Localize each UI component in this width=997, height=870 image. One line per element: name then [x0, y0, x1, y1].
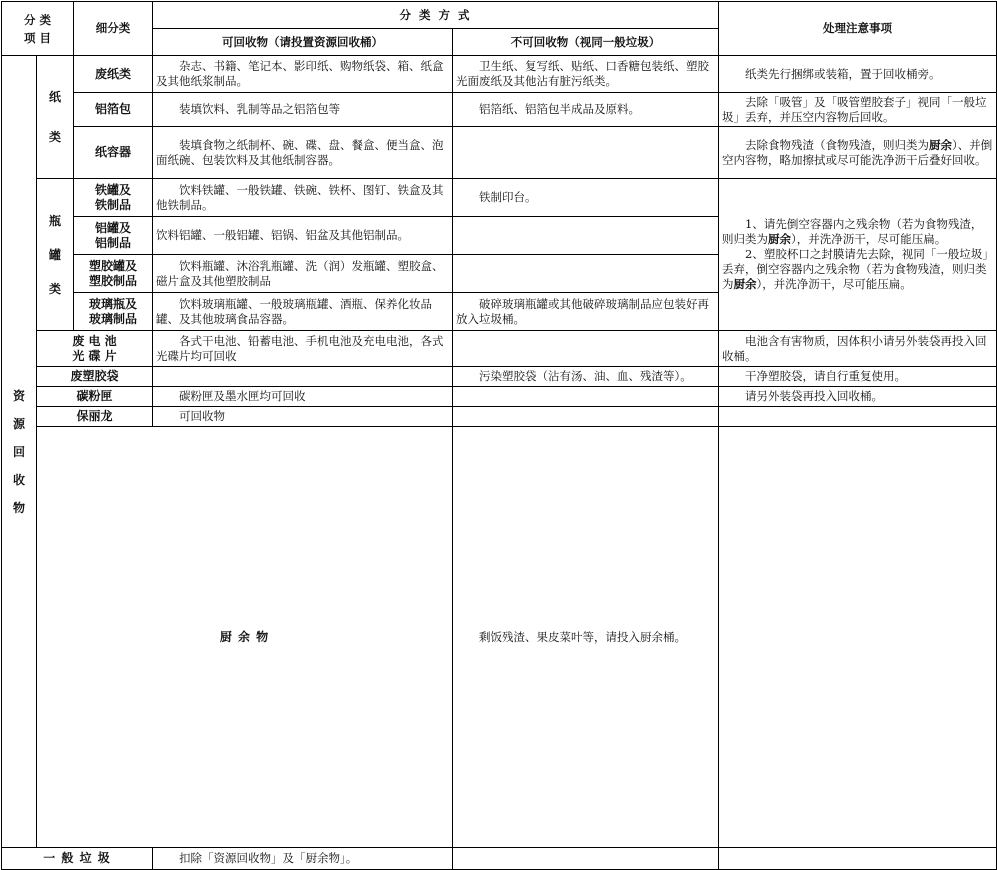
- recycling-classification-table: [1, 1, 997, 870]
- notes-text: [719, 407, 997, 427]
- header-subcategory: 细分类: [74, 2, 153, 56]
- category-food-waste: 厨 余 物: [37, 427, 453, 848]
- notes-text: 纸类先行捆绑或装箱，置于回收桶旁。: [719, 56, 997, 93]
- notes-part: 去除食物残渣（食物残渣，则归类为: [745, 137, 930, 152]
- non-recyclable-text: [719, 427, 997, 848]
- recyclable-text: 碳粉匣及墨水匣均可回收: [153, 387, 453, 407]
- table-row: [2, 331, 997, 367]
- table-row: [2, 848, 997, 870]
- table-row: [2, 367, 997, 387]
- table-row: [2, 387, 997, 407]
- subcategory-name: 废纸类: [74, 56, 153, 93]
- recyclable-text: 可回收物: [153, 407, 453, 427]
- non-recyclable-text: [453, 331, 719, 367]
- notes-text: 请另外装袋再投入回收桶。: [719, 387, 997, 407]
- group-bottles-cans: 瓶 罐 类: [37, 179, 74, 331]
- notes-text: 去除「吸管」及「吸管塑胶套子」视同「一般垃圾」丢弃，并压空内容物后回收。: [719, 93, 997, 127]
- notes-text: [719, 848, 997, 870]
- recyclable-text: [153, 367, 453, 387]
- subcategory-name: 铝箔包: [74, 93, 153, 127]
- subcategory-name: 铝罐及 铝制品: [74, 217, 153, 255]
- non-recyclable-text: [453, 848, 719, 870]
- table-row: [2, 93, 997, 127]
- subcategory-name: 塑胶罐及 塑胶制品: [74, 255, 153, 293]
- recyclable-text: 饮料铝罐、一般铝罐、铝锅、铝盆及其他铝制品。: [153, 217, 453, 255]
- non-recyclable-text: 铝箔纸、铝箔包半成品及原料。: [453, 93, 719, 127]
- table-row: [2, 127, 997, 179]
- non-recyclable-text: [453, 407, 719, 427]
- subcategory-name: 保丽龙: [37, 407, 153, 427]
- recyclable-text: 饮料玻璃瓶罐、一般玻璃瓶罐、酒瓶、保养化妆品罐、及其他玻璃食品容器。: [153, 293, 453, 331]
- non-recyclable-text: [453, 217, 719, 255]
- subcategory-name: 玻璃瓶及 玻璃制品: [74, 293, 153, 331]
- non-recyclable-text: [453, 255, 719, 293]
- non-recyclable-text: 污染塑胶袋（沾有汤、油、血、残渣等）。: [453, 367, 719, 387]
- group-paper: 纸 类: [37, 56, 74, 179]
- subcategory-name: 废 电 池 光 碟 片: [37, 331, 153, 367]
- header-category-item: 分 类 项 目: [2, 2, 74, 56]
- subcategory-name: 铁罐及 铁制品: [74, 179, 153, 217]
- table-row: [2, 56, 997, 93]
- recyclable-text: 杂志、书籍、笔记本、影印纸、购物纸袋、箱、纸盒及其他纸浆制品。: [153, 56, 453, 93]
- category-general-waste: 一 般 垃 圾: [2, 848, 153, 870]
- non-recyclable-text: [453, 127, 719, 179]
- table-row: [2, 427, 997, 848]
- header-notes: 处理注意事项: [719, 2, 997, 56]
- notes-text: [719, 127, 997, 179]
- notes-text: 电池含有害物质，因体积小请另外装袋再投入回收桶。: [719, 331, 997, 367]
- bottle-note-1: 1、请先倒空容器内之残余物（若为食物残渣，则归类为厨余），并洗净沥干，尽可能压扁。: [722, 217, 983, 246]
- non-recyclable-text: 破碎玻璃瓶罐或其他破碎玻璃制品应包装好再放入垃圾桶。: [453, 293, 719, 331]
- recyclable-text: 各式干电池、铅蓄电池、手机电池及充电电池，各式光碟片均可回收: [153, 331, 453, 367]
- notes-keyword: 厨余: [929, 137, 953, 152]
- recyclable-text: 扣除「资源回收物」及「厨余物」。: [153, 848, 453, 870]
- subcategory-name: 碳粉匣: [37, 387, 153, 407]
- group-resource-recyclables: 资 源 回 收 物: [2, 56, 37, 848]
- bottle-note-2: 2、塑胶杯口之封膜请先去除，视同「一般垃圾」丢弃，倒空容器内之残余物（若为食物残渣，则归类为厨余），并洗净沥干，尽可能压扁。: [722, 247, 989, 291]
- non-recyclable-text: 铁制印台。: [453, 179, 719, 217]
- header-non-recyclable: 不可回收物（视同一般垃圾）: [453, 29, 719, 56]
- recyclable-text: 饮料铁罐、一般铁罐、铁碗、铁杯、图钉、铁盒及其他铁制品。: [153, 179, 453, 217]
- header-recyclable: 可回收物（请投置资源回收桶）: [153, 29, 453, 56]
- recyclable-text: 饮料瓶罐、沐浴乳瓶罐、洗（润）发瓶罐、塑胶盒、磁片盒及其他塑胶制品: [153, 255, 453, 293]
- bottle-notes: [719, 179, 997, 331]
- table-row: [2, 179, 997, 217]
- notes-text: 干净塑胶袋，请自行重复使用。: [719, 367, 997, 387]
- recyclable-text: 装填饮料、乳制等品之铝箔包等: [153, 93, 453, 127]
- subcategory-name: 纸容器: [74, 127, 153, 179]
- non-recyclable-text: 卫生纸、复写纸、贴纸、口香糖包装纸、塑胶光面废纸及其他沾有脏污纸类。: [453, 56, 719, 93]
- recyclable-text: 剩饭残渣、果皮菜叶等，请投入厨余桶。: [453, 427, 719, 848]
- table-row: [2, 407, 997, 427]
- header-method: 分 类 方 式: [153, 2, 719, 29]
- recyclable-text: 装填食物之纸制杯、碗、碟、盘、餐盒、便当盒、泡面纸碗、包装饮料及其他纸制容器。: [153, 127, 453, 179]
- notes-part: ）、并倒空内容物，略加擦拭或尽可能洗净沥干后叠好回收。: [722, 137, 993, 167]
- subcategory-name: 废塑胶袋: [37, 367, 153, 387]
- non-recyclable-text: [453, 387, 719, 407]
